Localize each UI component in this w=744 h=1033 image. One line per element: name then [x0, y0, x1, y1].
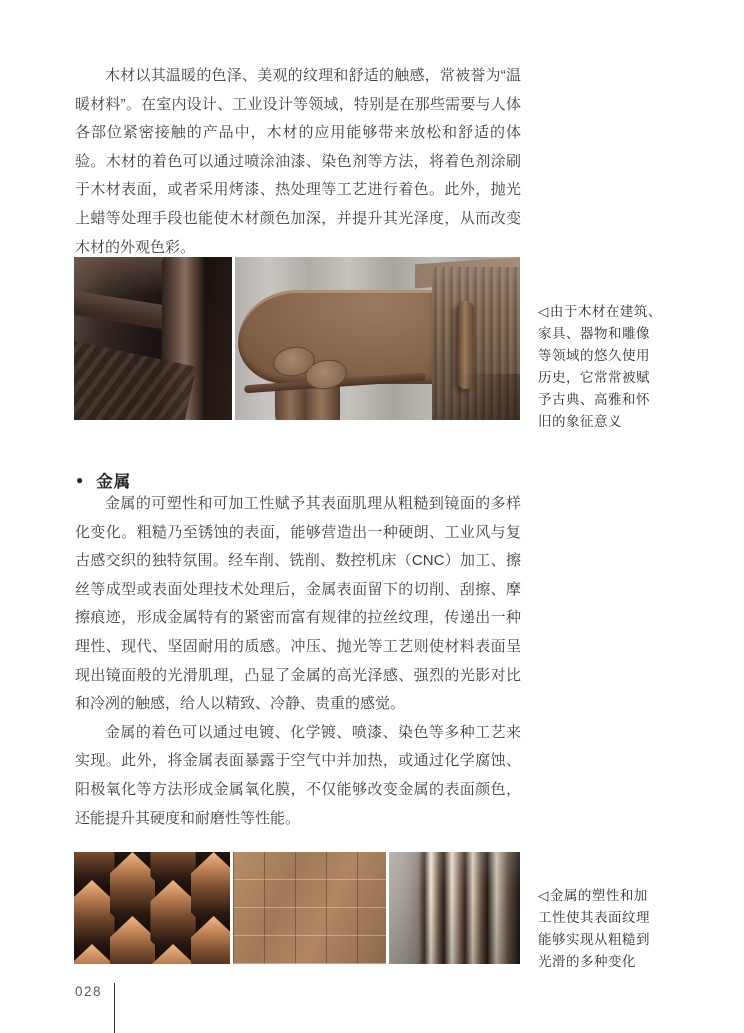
caption-line: 历史，它常常被赋	[538, 369, 650, 385]
metal-heading-label: 金属	[96, 473, 132, 491]
bronze-square-tiles-photo	[233, 852, 386, 964]
page-number: 028	[75, 984, 103, 999]
caption-line: 家具、器物和雕像	[538, 325, 650, 341]
caption-pointer-icon: ◁	[538, 304, 549, 319]
metal-paragraph-1: 金属的可塑性和可加工性赋予其表面肌理从粗糙到镜面的多样化变化。粗糙乃至锈蚀的表面，能够营造出一种硬朗、工业风与复古感交织的独特氛围。经车削、铣削、数控机床（CNC）加工、擦丝等成型或表面处理技术处理后，金属表面留下的切削、刮擦、摩擦痕迹，形成金属特有的紧密而富有规律的拉丝纹理，传递出一种理性、现代、坚固耐用的质感。冲压、抛光等工艺则使材料表面呈现出镜面般的光滑肌理，凸显了金属的高光泽感、强烈的光影对比和冷冽的触感，给人以精致、冷静、贵重的感觉。	[75, 495, 521, 713]
metal-sheen	[389, 852, 520, 964]
metal-section-heading	[76, 468, 131, 492]
footer-vertical-rule	[114, 983, 115, 1033]
hex-column	[150, 852, 195, 962]
metal-paragraphs	[75, 490, 521, 833]
caption-pointer-icon: ◁	[538, 888, 549, 903]
caption-line	[538, 301, 668, 323]
metal-caption	[538, 885, 668, 973]
dark-wood-chair-photo	[74, 257, 232, 420]
caption-text: 由于木材在建筑、	[549, 304, 662, 319]
wood-caption	[538, 301, 668, 432]
wood-paragraph: 木材以其温暖的色泽、美观的纹理和舒适的触感，常被誉为“温暖材料”。在室内设计、工业设计等领域，特别是在那些需要与人体各部位紧密接触的产品中，木材的应用能够带来放松和舒适的体验。木材的着色可以通过喷涂油漆、染色剂等方法，将着色剂涂刷于木材表面，或者采用烤漆、热处理等工艺进行着色。此外，抛光上蜡等处理手段也能使木材颜色加深，并提升其光泽度，从而改变木材的外观色彩。	[75, 67, 521, 256]
caption-text: 金属的塑性和加	[549, 888, 648, 903]
caption-line: 等领域的悠久使用	[538, 347, 650, 363]
caption-line: 工性使其表面纹理	[538, 909, 650, 925]
caption-line: 光滑的多种变化	[538, 953, 636, 969]
hex-column	[74, 852, 115, 962]
hex-column	[191, 852, 230, 934]
hex-cell	[110, 916, 155, 964]
corner-shadow	[400, 374, 520, 420]
bullet-icon: ●	[76, 473, 84, 487]
hexagonal-copper-relief-photo	[74, 852, 230, 964]
caption-line: 旧的象征意义	[538, 413, 622, 429]
polished-metal-columns-photo	[389, 852, 520, 964]
hex-column	[110, 852, 155, 934]
caption-line	[538, 885, 668, 907]
wood-shelf-highlight	[74, 257, 172, 296]
metal-photo-strip	[74, 852, 520, 964]
wood-photo-strip	[74, 257, 520, 420]
metal-paragraph-2: 金属的着色可以通过电镀、化学镀、喷漆、染色等多种工艺来实现。此外，将金属表面暴露于空气中并加热，或通过化学腐蚀、阳极氧化等方法形成金属氧化膜，不仅能够改变金属的表面颜色，还能提升其硬度和耐磨性等性能。	[75, 723, 521, 827]
caption-line: 予古典、高雅和怀	[538, 391, 650, 407]
caption-line: 能够实现从粗糙到	[538, 931, 650, 947]
walnut-table-cabinet-photo	[235, 257, 520, 420]
